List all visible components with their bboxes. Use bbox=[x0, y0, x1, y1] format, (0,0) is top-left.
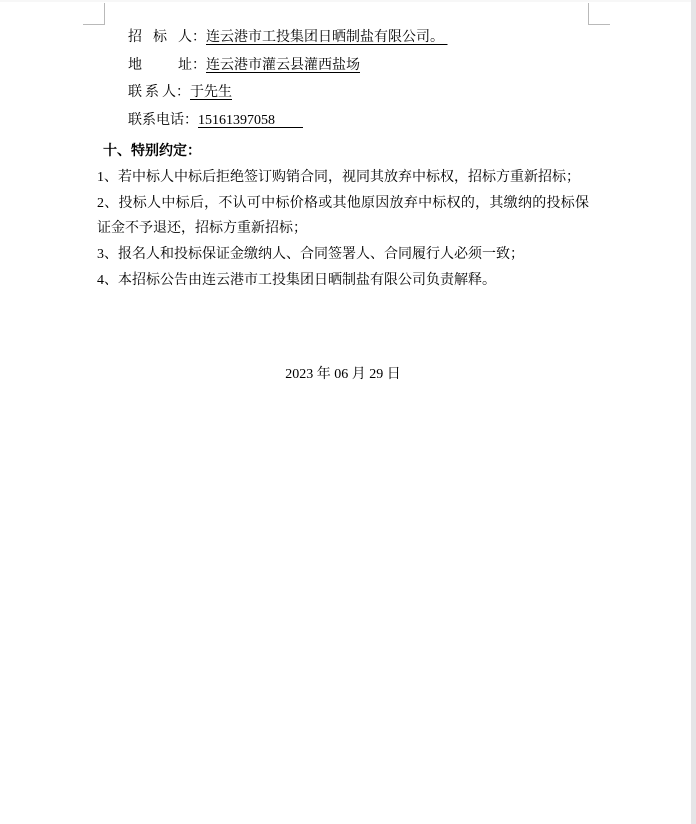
page-right-edge bbox=[691, 0, 696, 824]
section-heading: 十、特别约定： bbox=[103, 144, 201, 159]
text-boundary-mark-top-left bbox=[83, 3, 105, 25]
underline-trail bbox=[444, 30, 448, 45]
contact-label-person: 联系人 bbox=[128, 85, 176, 100]
underline-trail bbox=[275, 113, 303, 128]
text-boundary-mark-top-right bbox=[588, 3, 610, 25]
contact-block bbox=[97, 24, 589, 134]
contact-value-person: 于先生 bbox=[190, 85, 232, 100]
contact-colon: ： bbox=[176, 85, 190, 100]
contact-row-address bbox=[97, 52, 589, 80]
contact-row-bidder bbox=[97, 24, 589, 52]
contact-label-phone: 联系电话 bbox=[128, 112, 184, 128]
contact-label-bidder: 招标人 bbox=[128, 30, 192, 45]
document-content[interactable] bbox=[97, 24, 589, 388]
contact-value-phone: 15161397058 bbox=[198, 113, 303, 128]
clause-paragraph-3: 3、报名人和投标保证金缴纳人、合同签署人、合同履行人必须一致； bbox=[97, 247, 524, 263]
contact-value-bidder: 连云港市工投集团日晒制盐有限公司。 bbox=[206, 30, 448, 45]
clause-paragraph-1: 1、若中标人中标后拒绝签订购销合同，视同其放弃中标权，招标方重新招标； bbox=[97, 170, 580, 185]
contact-row-person bbox=[97, 79, 589, 107]
contact-label-address: 地址 bbox=[128, 57, 192, 73]
contact-colon: ： bbox=[192, 57, 206, 73]
contact-value-address: 连云港市灌云县灌西盐场 bbox=[206, 57, 360, 73]
clause-paragraph-4: 4、本招标公告由连云港市工投集团日晒制盐有限公司负责解释。 bbox=[97, 272, 496, 288]
page-top-edge bbox=[0, 0, 696, 2]
contact-row-phone bbox=[97, 107, 589, 135]
contact-colon: ： bbox=[192, 30, 206, 45]
date-line: 2023 年 06 月 29 日 bbox=[285, 366, 401, 382]
clause-paragraph-2: 2、投标人中标后，不认可中标价格或其他原因放弃中标权的，其缴纳的投标保证金不予退还，招标方重新招标； bbox=[97, 195, 589, 237]
contact-colon: ： bbox=[184, 112, 198, 128]
